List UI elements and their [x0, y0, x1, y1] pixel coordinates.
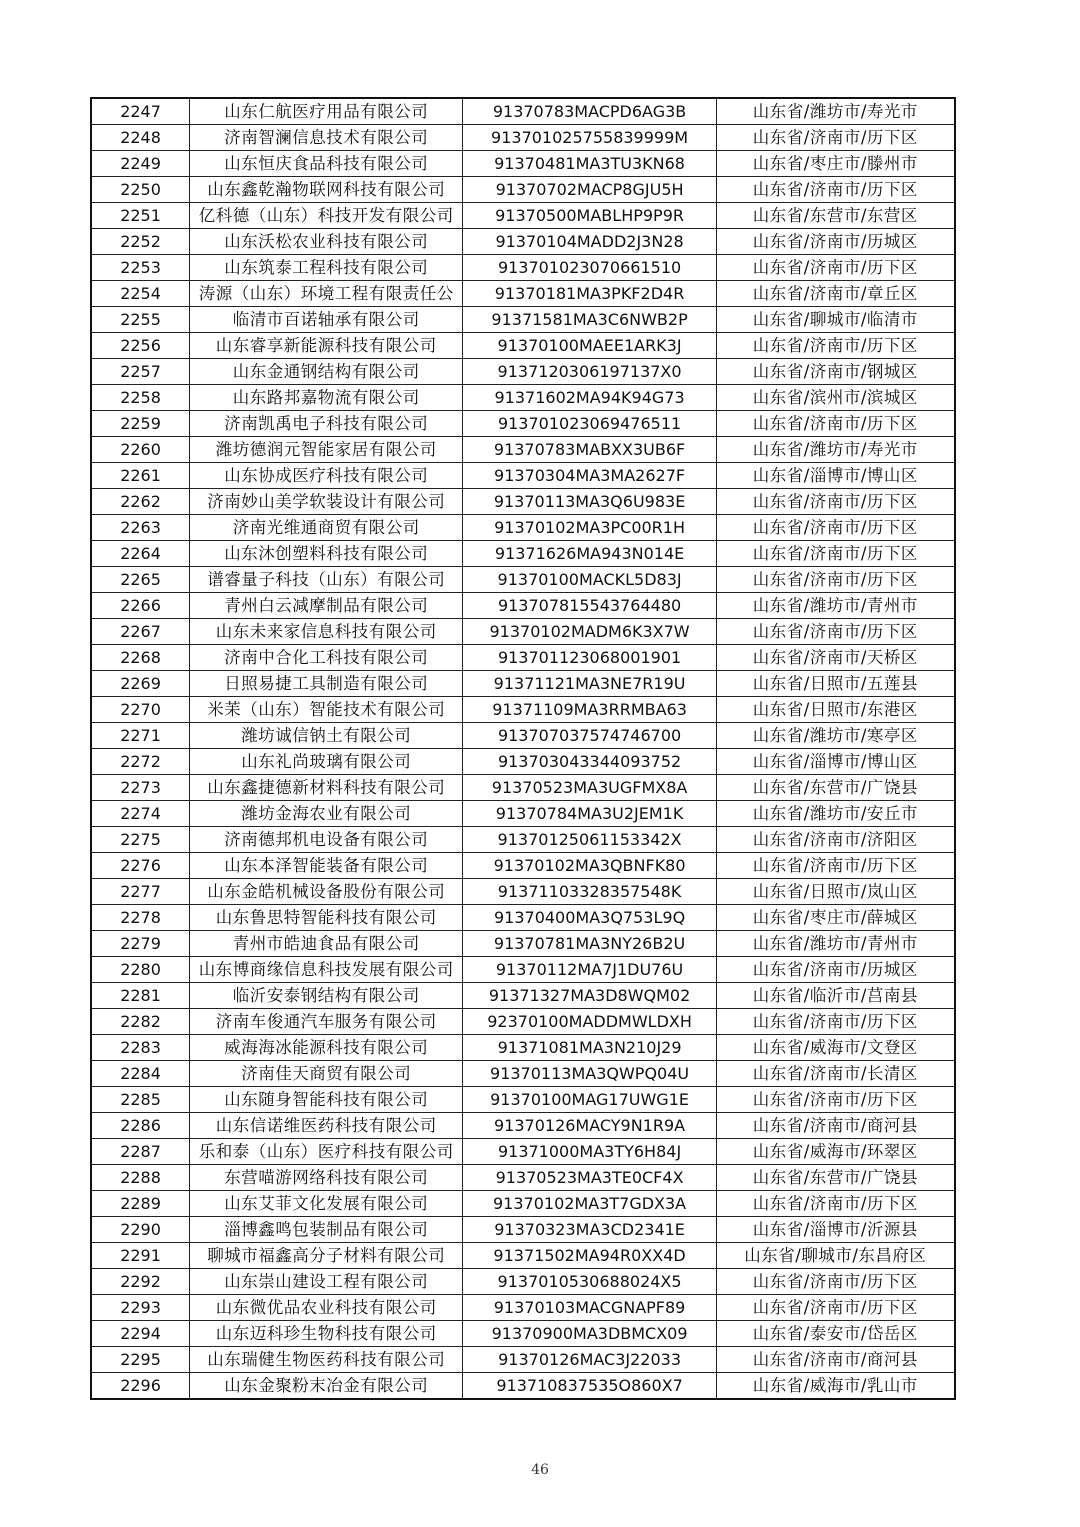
table-row: [91, 1217, 955, 1243]
region-cell: 山东省/泰安市/岱岳区: [716, 1321, 955, 1347]
row-number-cell: 2269: [91, 671, 190, 697]
table-row: [91, 567, 955, 593]
credit-code-cell: 91370126MACY9N1R9A: [463, 1113, 716, 1139]
region-cell: 山东省/济南市/商河县: [716, 1347, 955, 1373]
table-row: [91, 1087, 955, 1113]
row-number-cell: 2260: [91, 437, 190, 463]
region-cell: 山东省/济南市/历下区: [716, 411, 955, 437]
row-number-cell: 2253: [91, 255, 190, 281]
company-name-cell: 山东金聚粉末冶金有限公司: [190, 1373, 463, 1400]
table-row: [91, 281, 955, 307]
company-name-cell: 山东博商缘信息科技发展有限公司: [190, 957, 463, 983]
table-row: [91, 619, 955, 645]
table-row: [91, 905, 955, 931]
table-row: [91, 489, 955, 515]
credit-code-cell: 91370702MACP8GJU5H: [463, 177, 716, 203]
company-name-cell: 山东未来家信息科技有限公司: [190, 619, 463, 645]
credit-code-cell: 913701123068001901: [463, 645, 716, 671]
table-row: [91, 697, 955, 723]
company-name-cell: 临沂安泰钢结构有限公司: [190, 983, 463, 1009]
table-row: [91, 931, 955, 957]
table-row: [91, 1165, 955, 1191]
credit-code-cell: 91370104MADD2J3N28: [463, 229, 716, 255]
row-number-cell: 2285: [91, 1087, 190, 1113]
company-name-cell: 山东金通钢结构有限公司: [190, 359, 463, 385]
region-cell: 山东省/威海市/环翠区: [716, 1139, 955, 1165]
company-name-cell: 山东恒庆食品科技有限公司: [190, 151, 463, 177]
credit-code-cell: 91370304MA3MA2627F: [463, 463, 716, 489]
credit-code-cell: 91371081MA3N210J29: [463, 1035, 716, 1061]
row-number-cell: 2275: [91, 827, 190, 853]
credit-code-cell: 91370113MA3Q6U983E: [463, 489, 716, 515]
company-name-cell: 东营喵游网络科技有限公司: [190, 1165, 463, 1191]
credit-code-cell: 9137120306197137X0: [463, 359, 716, 385]
row-number-cell: 2295: [91, 1347, 190, 1373]
credit-code-cell: 91370113MA3QWPQ04U: [463, 1061, 716, 1087]
company-name-cell: 临清市百诺轴承有限公司: [190, 307, 463, 333]
credit-code-cell: 91370323MA3CD2341E: [463, 1217, 716, 1243]
credit-code-cell: 91370102MA3T7GDX3A: [463, 1191, 716, 1217]
region-cell: 山东省/济南市/历下区: [716, 619, 955, 645]
company-name-cell: 威海海冰能源科技有限公司: [190, 1035, 463, 1061]
credit-code-cell: 91371626MA943N014E: [463, 541, 716, 567]
table-row: [91, 151, 955, 177]
region-cell: 山东省/淄博市/博山区: [716, 463, 955, 489]
company-table: [90, 97, 956, 1400]
table-row: [91, 645, 955, 671]
row-number-cell: 2249: [91, 151, 190, 177]
region-cell: 山东省/日照市/五莲县: [716, 671, 955, 697]
table-row: [91, 541, 955, 567]
region-cell: 山东省/济南市/历下区: [716, 1009, 955, 1035]
company-name-cell: 山东筑泰工程科技有限公司: [190, 255, 463, 281]
credit-code-cell: 91370126MAC3J22033: [463, 1347, 716, 1373]
row-number-cell: 2288: [91, 1165, 190, 1191]
company-name-cell: 山东路邦嘉物流有限公司: [190, 385, 463, 411]
table-row: [91, 1243, 955, 1269]
table-row: [91, 1113, 955, 1139]
company-name-cell: 山东鑫乾瀚物联网科技有限公司: [190, 177, 463, 203]
table-row: [91, 333, 955, 359]
row-number-cell: 2271: [91, 723, 190, 749]
credit-code-cell: 91370783MACPD6AG3B: [463, 98, 716, 125]
credit-code-cell: 91371327MA3D8WQM02: [463, 983, 716, 1009]
company-name-cell: 济南佳天商贸有限公司: [190, 1061, 463, 1087]
region-cell: 山东省/济南市/历城区: [716, 229, 955, 255]
credit-code-cell: 91370400MA3Q753L9Q: [463, 905, 716, 931]
credit-code-cell: 91370125061153342X: [463, 827, 716, 853]
region-cell: 山东省/济南市/济阳区: [716, 827, 955, 853]
credit-code-cell: 91370102MA3PC00R1H: [463, 515, 716, 541]
region-cell: 山东省/济南市/历下区: [716, 853, 955, 879]
company-name-cell: 谱睿量子科技（山东）有限公司: [190, 567, 463, 593]
row-number-cell: 2255: [91, 307, 190, 333]
table-row: [91, 957, 955, 983]
company-name-cell: 山东崇山建设工程有限公司: [190, 1269, 463, 1295]
table-row: [91, 1347, 955, 1373]
company-name-cell: 济南妙山美学软装设计有限公司: [190, 489, 463, 515]
credit-code-cell: 91371581MA3C6NWB2P: [463, 307, 716, 333]
credit-code-cell: 913710837535O860X7: [463, 1373, 716, 1400]
credit-code-cell: 913701025755839999M: [463, 125, 716, 151]
table-row: [91, 1139, 955, 1165]
row-number-cell: 2256: [91, 333, 190, 359]
row-number-cell: 2259: [91, 411, 190, 437]
region-cell: 山东省/聊城市/临清市: [716, 307, 955, 333]
company-name-cell: 济南智澜信息技术有限公司: [190, 125, 463, 151]
row-number-cell: 2289: [91, 1191, 190, 1217]
row-number-cell: 2250: [91, 177, 190, 203]
company-name-cell: 淄博鑫鸣包装制品有限公司: [190, 1217, 463, 1243]
row-number-cell: 2292: [91, 1269, 190, 1295]
table-row: [91, 203, 955, 229]
row-number-cell: 2280: [91, 957, 190, 983]
company-name-cell: 青州市皓迪食品有限公司: [190, 931, 463, 957]
table-row: [91, 307, 955, 333]
row-number-cell: 2286: [91, 1113, 190, 1139]
row-number-cell: 2277: [91, 879, 190, 905]
region-cell: 山东省/日照市/东港区: [716, 697, 955, 723]
row-number-cell: 2284: [91, 1061, 190, 1087]
region-cell: 山东省/济南市/历下区: [716, 1191, 955, 1217]
company-list-table: [90, 97, 956, 1400]
table-row: [91, 437, 955, 463]
region-cell: 山东省/济南市/钢城区: [716, 359, 955, 385]
page-number: 46: [531, 1462, 549, 1478]
table-row: [91, 1061, 955, 1087]
company-name-cell: 米苿（山东）智能技术有限公司: [190, 697, 463, 723]
region-cell: 山东省/济南市/天桥区: [716, 645, 955, 671]
row-number-cell: 2274: [91, 801, 190, 827]
company-name-cell: 山东鑫捷德新材料科技有限公司: [190, 775, 463, 801]
credit-code-cell: 92370100MADDMWLDXH: [463, 1009, 716, 1035]
region-cell: 山东省/济南市/历下区: [716, 1087, 955, 1113]
company-name-cell: 青州白云减摩制品有限公司: [190, 593, 463, 619]
credit-code-cell: 91370500MABLHP9P9R: [463, 203, 716, 229]
region-cell: 山东省/临沂市/莒南县: [716, 983, 955, 1009]
row-number-cell: 2272: [91, 749, 190, 775]
region-cell: 山东省/淄博市/沂源县: [716, 1217, 955, 1243]
row-number-cell: 2262: [91, 489, 190, 515]
credit-code-cell: 913701023069476511: [463, 411, 716, 437]
company-name-cell: 山东协成医疗科技有限公司: [190, 463, 463, 489]
table-row: [91, 125, 955, 151]
company-name-cell: 济南凯禹电子科技有限公司: [190, 411, 463, 437]
credit-code-cell: 91370103MACGNAPF89: [463, 1295, 716, 1321]
credit-code-cell: 91370523MA3UGFMX8A: [463, 775, 716, 801]
table-body: [91, 98, 955, 1399]
row-number-cell: 2261: [91, 463, 190, 489]
company-name-cell: 潍坊金海农业有限公司: [190, 801, 463, 827]
company-name-cell: 济南中合化工科技有限公司: [190, 645, 463, 671]
region-cell: 山东省/潍坊市/安丘市: [716, 801, 955, 827]
credit-code-cell: 91370181MA3PKF2D4R: [463, 281, 716, 307]
company-name-cell: 山东迈科珍生物科技有限公司: [190, 1321, 463, 1347]
table-row: [91, 98, 955, 125]
table-row: [91, 229, 955, 255]
region-cell: 山东省/东营市/广饶县: [716, 775, 955, 801]
company-name-cell: 山东沐创塑料科技有限公司: [190, 541, 463, 567]
region-cell: 山东省/济南市/商河县: [716, 1113, 955, 1139]
row-number-cell: 2291: [91, 1243, 190, 1269]
credit-code-cell: 91370481MA3TU3KN68: [463, 151, 716, 177]
credit-code-cell: 91371121MA3NE7R19U: [463, 671, 716, 697]
company-name-cell: 乐和泰（山东）医疗科技有限公司: [190, 1139, 463, 1165]
region-cell: 山东省/滨州市/滨城区: [716, 385, 955, 411]
credit-code-cell: 9137010530688024X5: [463, 1269, 716, 1295]
region-cell: 山东省/威海市/文登区: [716, 1035, 955, 1061]
table-row: [91, 827, 955, 853]
region-cell: 山东省/东营市/广饶县: [716, 1165, 955, 1191]
company-name-cell: 聊城市福鑫高分子材料有限公司: [190, 1243, 463, 1269]
row-number-cell: 2290: [91, 1217, 190, 1243]
region-cell: 山东省/潍坊市/青州市: [716, 593, 955, 619]
credit-code-cell: 913707037574746700: [463, 723, 716, 749]
company-name-cell: 济南德邦机电设备有限公司: [190, 827, 463, 853]
row-number-cell: 2254: [91, 281, 190, 307]
row-number-cell: 2283: [91, 1035, 190, 1061]
row-number-cell: 2252: [91, 229, 190, 255]
credit-code-cell: 913707815543764480: [463, 593, 716, 619]
row-number-cell: 2257: [91, 359, 190, 385]
table-row: [91, 749, 955, 775]
table-row: [91, 411, 955, 437]
credit-code-cell: 91370783MABXX3UB6F: [463, 437, 716, 463]
region-cell: 山东省/济南市/历城区: [716, 957, 955, 983]
table-row: [91, 671, 955, 697]
region-cell: 山东省/济南市/历下区: [716, 1269, 955, 1295]
company-name-cell: 日照易捷工具制造有限公司: [190, 671, 463, 697]
region-cell: 山东省/潍坊市/寿光市: [716, 437, 955, 463]
company-name-cell: 潍坊德润元智能家居有限公司: [190, 437, 463, 463]
table-row: [91, 801, 955, 827]
table-row: [91, 1191, 955, 1217]
credit-code-cell: 91370784MA3U2JEM1K: [463, 801, 716, 827]
row-number-cell: 2287: [91, 1139, 190, 1165]
company-name-cell: 山东睿享新能源科技有限公司: [190, 333, 463, 359]
table-row: [91, 515, 955, 541]
company-name-cell: 山东信诺维医药科技有限公司: [190, 1113, 463, 1139]
table-row: [91, 1373, 955, 1400]
table-row: [91, 359, 955, 385]
company-name-cell: 亿科德（山东）科技开发有限公司: [190, 203, 463, 229]
region-cell: 山东省/济南市/章丘区: [716, 281, 955, 307]
company-name-cell: 山东本泽智能装备有限公司: [190, 853, 463, 879]
credit-code-cell: 91371109MA3RRMBA63: [463, 697, 716, 723]
credit-code-cell: 91371000MA3TY6H84J: [463, 1139, 716, 1165]
company-name-cell: 涛源（山东）环境工程有限责任公: [190, 281, 463, 307]
region-cell: 山东省/枣庄市/滕州市: [716, 151, 955, 177]
credit-code-cell: 91370100MAEE1ARK3J: [463, 333, 716, 359]
row-number-cell: 2276: [91, 853, 190, 879]
credit-code-cell: 91371602MA94K94G73: [463, 385, 716, 411]
company-name-cell: 山东金皓机械设备股份有限公司: [190, 879, 463, 905]
company-name-cell: 济南车俊通汽车服务有限公司: [190, 1009, 463, 1035]
credit-code-cell: 91370781MA3NY26B2U: [463, 931, 716, 957]
credit-code-cell: 913701023070661510: [463, 255, 716, 281]
company-name-cell: 山东微优品农业科技有限公司: [190, 1295, 463, 1321]
region-cell: 山东省/济南市/历下区: [716, 177, 955, 203]
region-cell: 山东省/潍坊市/青州市: [716, 931, 955, 957]
region-cell: 山东省/济南市/历下区: [716, 567, 955, 593]
company-name-cell: 山东沃松农业科技有限公司: [190, 229, 463, 255]
table-row: [91, 255, 955, 281]
table-row: [91, 1009, 955, 1035]
region-cell: 山东省/济南市/历下区: [716, 125, 955, 151]
table-row: [91, 775, 955, 801]
credit-code-cell: 91370900MA3DBMCX09: [463, 1321, 716, 1347]
row-number-cell: 2266: [91, 593, 190, 619]
credit-code-cell: 91371502MA94R0XX4D: [463, 1243, 716, 1269]
row-number-cell: 2296: [91, 1373, 190, 1400]
region-cell: 山东省/聊城市/东昌府区: [716, 1243, 955, 1269]
region-cell: 山东省/东营市/东营区: [716, 203, 955, 229]
credit-code-cell: 91370102MA3QBNFK80: [463, 853, 716, 879]
row-number-cell: 2263: [91, 515, 190, 541]
row-number-cell: 2293: [91, 1295, 190, 1321]
company-name-cell: 山东艾菲文化发展有限公司: [190, 1191, 463, 1217]
table-row: [91, 1035, 955, 1061]
table-row: [91, 1295, 955, 1321]
credit-code-cell: 91370102MADM6K3X7W: [463, 619, 716, 645]
row-number-cell: 2268: [91, 645, 190, 671]
credit-code-cell: 913703043344093752: [463, 749, 716, 775]
region-cell: 山东省/济南市/历下区: [716, 515, 955, 541]
table-row: [91, 1269, 955, 1295]
table-row: [91, 177, 955, 203]
credit-code-cell: 91370523MA3TE0CF4X: [463, 1165, 716, 1191]
region-cell: 山东省/威海市/乳山市: [716, 1373, 955, 1400]
region-cell: 山东省/日照市/岚山区: [716, 879, 955, 905]
company-name-cell: 山东鲁思特智能科技有限公司: [190, 905, 463, 931]
table-row: [91, 593, 955, 619]
table-row: [91, 1321, 955, 1347]
row-number-cell: 2265: [91, 567, 190, 593]
region-cell: 山东省/济南市/历下区: [716, 333, 955, 359]
table-row: [91, 879, 955, 905]
table-row: [91, 983, 955, 1009]
credit-code-cell: 91370112MA7J1DU76U: [463, 957, 716, 983]
row-number-cell: 2247: [91, 98, 190, 125]
region-cell: 山东省/济南市/历下区: [716, 541, 955, 567]
row-number-cell: 2270: [91, 697, 190, 723]
region-cell: 山东省/淄博市/博山区: [716, 749, 955, 775]
region-cell: 山东省/济南市/历下区: [716, 255, 955, 281]
region-cell: 山东省/济南市/长清区: [716, 1061, 955, 1087]
company-name-cell: 山东瑞健生物医药科技有限公司: [190, 1347, 463, 1373]
row-number-cell: 2251: [91, 203, 190, 229]
region-cell: 山东省/济南市/历下区: [716, 1295, 955, 1321]
row-number-cell: 2294: [91, 1321, 190, 1347]
row-number-cell: 2248: [91, 125, 190, 151]
row-number-cell: 2264: [91, 541, 190, 567]
credit-code-cell: 91370100MACKL5D83J: [463, 567, 716, 593]
row-number-cell: 2273: [91, 775, 190, 801]
company-name-cell: 潍坊诚信钠土有限公司: [190, 723, 463, 749]
region-cell: 山东省/枣庄市/薛城区: [716, 905, 955, 931]
company-name-cell: 山东仁航医疗用品有限公司: [190, 98, 463, 125]
row-number-cell: 2267: [91, 619, 190, 645]
region-cell: 山东省/济南市/历下区: [716, 489, 955, 515]
table-row: [91, 723, 955, 749]
credit-code-cell: 91370100MAG17UWG1E: [463, 1087, 716, 1113]
region-cell: 山东省/潍坊市/寒亭区: [716, 723, 955, 749]
row-number-cell: 2258: [91, 385, 190, 411]
table-row: [91, 463, 955, 489]
company-name-cell: 山东礼尚玻璃有限公司: [190, 749, 463, 775]
row-number-cell: 2281: [91, 983, 190, 1009]
table-row: [91, 385, 955, 411]
row-number-cell: 2279: [91, 931, 190, 957]
region-cell: 山东省/潍坊市/寿光市: [716, 98, 955, 125]
company-name-cell: 山东随身智能科技有限公司: [190, 1087, 463, 1113]
row-number-cell: 2282: [91, 1009, 190, 1035]
credit-code-cell: 91371103328357548K: [463, 879, 716, 905]
row-number-cell: 2278: [91, 905, 190, 931]
table-row: [91, 853, 955, 879]
company-name-cell: 济南光维通商贸有限公司: [190, 515, 463, 541]
